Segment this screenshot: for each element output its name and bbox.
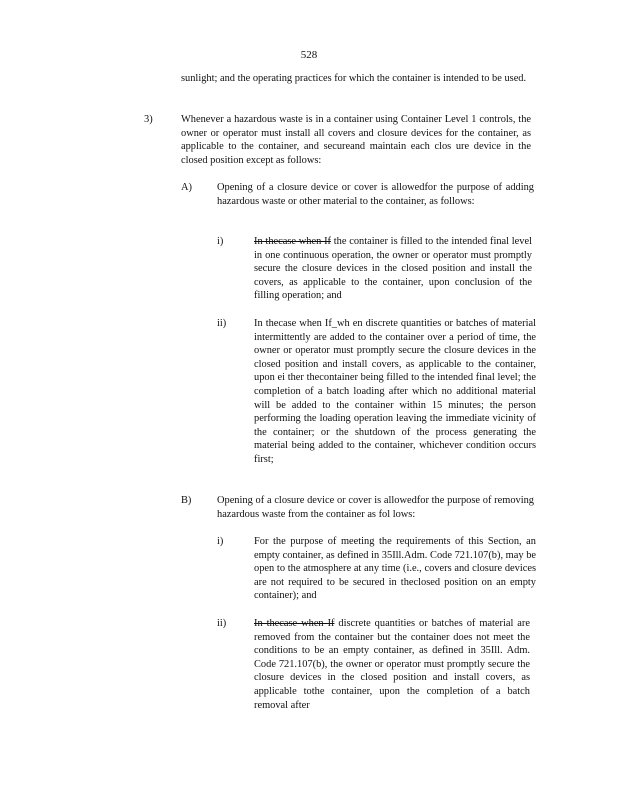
item-3-paragraph: Whenever a hazardous waste is in a container using Container Level 1 controls, the owner or operator must install all covers and closure devices for the container, as applicable to the container, and secureand maintain each clos ure device in the closed position except as follows:	[181, 114, 531, 166]
lead-in-paragraph: sunlight; and the operating practices for which the container is intended to be used.	[181, 73, 527, 84]
item-3-number: 3)	[144, 114, 153, 125]
subitem-a-number: A)	[181, 182, 192, 193]
subitem-a-paragraph: Opening of a closure device or cover is allowedfor the purpose of adding hazardous waste or other material to the container, as follows:	[217, 182, 534, 207]
subitem-a-i-paragraph	[254, 235, 532, 303]
paragraph-text: discrete quantities or batches of material are removed from the container but the container does not meet the conditions to be an empty container, as defined in 35Ill. Adm. Code 721.107(b), the owner or operator must promptly secure the closure devices in the closed position and install covers, as applicable tothe container, upon the completion of a batch removal after	[254, 618, 530, 711]
page-number: 528	[300, 49, 318, 61]
subitem-a-ii-number: ii)	[217, 318, 227, 329]
struck-text: In thecase when If	[254, 236, 331, 247]
subitem-a-i-number: i)	[217, 236, 224, 247]
paragraph-text: the container is filled to the intended final level in one continuous operation, the owner or operator must promptly secure the closure devices in the closed position and install the covers, as applicable to the container, upon conclusion of the filling operation; and	[254, 236, 532, 302]
subitem-b-ii-number: ii)	[217, 618, 227, 629]
subitem-b-paragraph: Opening of a closure device or cover is allowedfor the purpose of removing hazardous waste from the container as fol lows:	[217, 495, 534, 520]
struck-text: In thecase when If	[254, 618, 335, 629]
subitem-b-i-number: i)	[217, 536, 224, 547]
subitem-a-ii-paragraph: In thecase when If_wh en discrete quantities or batches of material intermittently are added to the container over a period of time, the owner or operator must promptly secure the closure devices in the closed position and install covers, as applicable to the container, upon ei ther thecontainer being filled to the intended final level; the completion of a batch loading after which no additional material will be added to the container within 15 minutes; the person performing the loading operation leaving the immediate vicinity of the container; or the shutdown of the process generating the material being added to the container, whichever condition occurs first;	[254, 318, 536, 465]
subitem-b-ii-paragraph	[254, 617, 530, 712]
subitem-b-number: B)	[181, 495, 192, 506]
subitem-b-i-paragraph: For the purpose of meeting the requirements of this Section, an empty container, as defined in 35Ill.Adm. Code 721.107(b), may be open to the atmosphere at any time (i.e., covers and closure devices are not required to be secured in theclosed position on an empty container); and	[254, 536, 536, 602]
